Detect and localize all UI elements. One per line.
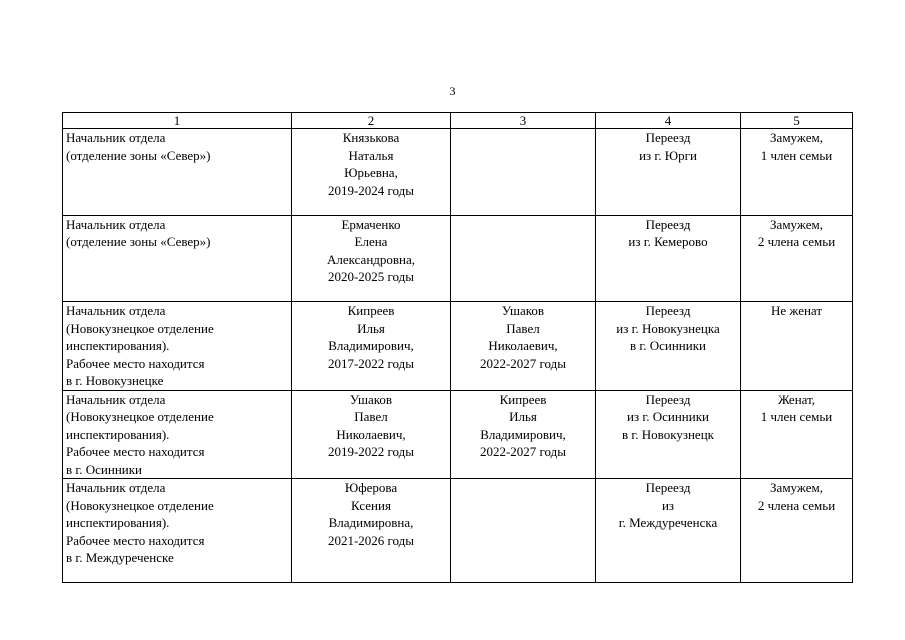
relocation-cell: Переезд из г. Междуреченска	[596, 479, 741, 583]
column-header-5: 5	[741, 113, 853, 129]
successor-cell	[451, 479, 596, 583]
family-status-cell: Замужем, 2 члена семьи	[741, 215, 853, 302]
page-number: 3	[449, 84, 456, 98]
current-holder-cell: Ушаков Павел Николаевич, 2019-2022 годы	[292, 390, 451, 479]
relocation-cell: Переезд из г. Осинники в г. Новокузнецк	[596, 390, 741, 479]
current-holder-cell: Ермаченко Елена Александровна, 2020-2025 годы	[292, 215, 451, 302]
table-row	[63, 215, 853, 302]
table-row	[63, 129, 853, 216]
family-status-cell: Не женат	[741, 302, 853, 391]
column-header-4: 4	[596, 113, 741, 129]
table-row	[63, 479, 853, 583]
successor-cell	[451, 215, 596, 302]
position-cell: Начальник отдела (Новокузнецкое отделение инспектирования). Рабочее место находится в г. Осинники	[63, 390, 292, 479]
position-cell: Начальник отдела (Новокузнецкое отделение инспектирования). Рабочее место находится в г. Междуреченске	[63, 479, 292, 583]
table-row	[63, 302, 853, 391]
relocation-cell: Переезд из г. Новокузнецка в г. Осинники	[596, 302, 741, 391]
relocation-cell: Переезд из г. Кемерово	[596, 215, 741, 302]
current-holder-cell: Князькова Наталья Юрьевна, 2019-2024 годы	[292, 129, 451, 216]
current-holder-cell: Кипреев Илья Владимирович, 2017-2022 годы	[292, 302, 451, 391]
relocation-cell: Переезд из г. Юрги	[596, 129, 741, 216]
position-cell: Начальник отдела (Новокузнецкое отделение инспектирования). Рабочее место находится в г. Новокузнецке	[63, 302, 292, 391]
rotation-table	[62, 112, 853, 583]
table-header-row	[63, 113, 853, 129]
position-cell: Начальник отдела (отделение зоны «Север»)	[63, 215, 292, 302]
table-row	[63, 390, 853, 479]
position-cell: Начальник отдела (отделение зоны «Север»)	[63, 129, 292, 216]
successor-cell: Ушаков Павел Николаевич, 2022-2027 годы	[451, 302, 596, 391]
successor-cell: Кипреев Илья Владимирович, 2022-2027 годы	[451, 390, 596, 479]
current-holder-cell: Юферова Ксения Владимировна, 2021-2026 годы	[292, 479, 451, 583]
successor-cell	[451, 129, 596, 216]
family-status-cell: Замужем, 1 член семьи	[741, 129, 853, 216]
column-header-2: 2	[292, 113, 451, 129]
column-header-3: 3	[451, 113, 596, 129]
family-status-cell: Женат, 1 член семьи	[741, 390, 853, 479]
column-header-1: 1	[63, 113, 292, 129]
family-status-cell: Замужем, 2 члена семьи	[741, 479, 853, 583]
